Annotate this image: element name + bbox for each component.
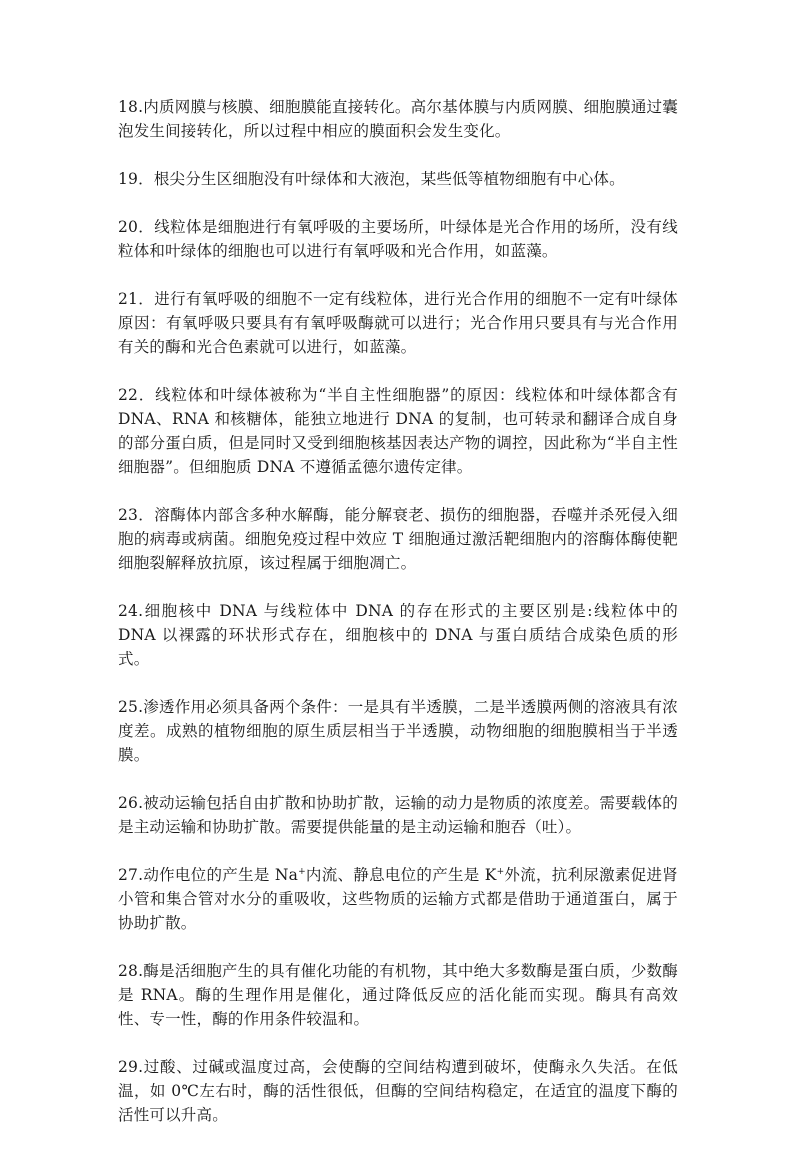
item-text: 线粒体和叶绿体被称为“半自主性细胞器”的原因：线粒体和叶绿体都含有 DNA、RNA 和核糖体，能独立地进行 DNA 的复制，也可转录和翻译合成自身的部分蛋白质，但是同时又受到细胞核基因表达产物的调控，因此称为“半自主性细胞器”。但细胞质 DNA 不遵循孟德尔遗传定律。	[118, 386, 678, 476]
item-text: 外流，抗利尿激素促进肾小管和集合管对水分的重吸收，这些物质的运输方式都是借助于通道蛋白，属于协助扩散。	[118, 866, 678, 932]
item-text: 线粒体是细胞进行有氧呼吸的主要场所，叶绿体是光合作用的场所，没有线粒体和叶绿体的细胞也可以进行有氧呼吸和光合作用，如蓝藻。	[118, 218, 678, 260]
item-text: 过酸、过碱或温度过高，会使酶的空间结构遭到破坏，使酶永久失活。在低温，如 0℃左右时，酶的活性很低，但酶的空间结构稳定，在适宜的温度下酶的活性可以升高。	[118, 1058, 678, 1124]
item-number: 20．	[118, 218, 155, 236]
superscript-plus: +	[298, 866, 306, 877]
item-text: 进行有氧呼吸的细胞不一定有线粒体，进行光合作用的细胞不一定有叶绿体原因：有氧呼吸只要具有有氧呼吸酶就可以进行；光合作用只要具有与光合作用有关的酶和光合色素就可以进行，如蓝藻。	[118, 290, 678, 356]
item-number: 18.	[118, 98, 144, 116]
item-20	[118, 215, 678, 263]
item-29	[118, 1055, 678, 1127]
item-number: 21．	[118, 290, 155, 308]
item-26	[118, 791, 678, 839]
item-18	[118, 95, 678, 143]
document-page	[118, 95, 678, 1151]
item-28	[118, 959, 678, 1031]
item-number: 29.	[118, 1058, 144, 1076]
item-text: 细胞核中 DNA 与线粒体中 DNA 的存在形式的主要区别是:线粒体中的 DNA 以裸露的环状形式存在，细胞核中的 DNA 与蛋白质结合成染色质的形式。	[118, 602, 678, 668]
item-text: 酶是活细胞产生的具有催化功能的有机物，其中绝大多数酶是蛋白质，少数酶是 RNA。酶的生理作用是催化，通过降低反应的活化能而实现。酶具有高效性、专一性，酶的作用条件较温和。	[118, 962, 678, 1028]
item-number: 23．	[118, 506, 155, 524]
item-text-pre: 动作电位的产生是 Na	[143, 866, 299, 884]
item-number: 28.	[118, 962, 144, 980]
item-24	[118, 599, 678, 671]
item-number: 26.	[118, 794, 144, 812]
item-23	[118, 503, 678, 575]
item-21	[118, 287, 678, 359]
item-19	[118, 167, 678, 191]
superscript-plus: +	[496, 866, 505, 877]
item-text: 溶酶体内部含多种水解酶，能分解衰老、损伤的细胞器，吞噬并杀死侵入细胞的病毒或病菌。细胞免疫过程中效应 T 细胞通过激活靶细胞内的溶酶体酶使靶细胞裂解释放抗原，该过程属于细胞凋亡。	[118, 506, 678, 572]
item-number: 24.	[118, 602, 144, 620]
item-number: 25.	[118, 698, 144, 716]
item-27	[118, 863, 678, 935]
item-25	[118, 695, 678, 767]
item-text: 内质网膜与核膜、细胞膜能直接转化。高尔基体膜与内质网膜、细胞膜通过囊泡发生间接转化，所以过程中相应的膜面积会发生变化。	[118, 98, 678, 140]
item-number: 19．	[118, 170, 154, 188]
item-22	[118, 383, 678, 479]
item-text: 根尖分生区细胞没有叶绿体和大液泡，某些低等植物细胞有中心体。	[153, 170, 625, 188]
item-text-mid: 内流、静息电位的产生是 K	[305, 866, 497, 884]
item-text: 渗透作用必须具备两个条件：一是具有半透膜，二是半透膜两侧的溶液具有浓度差。成熟的植物细胞的原生质层相当于半透膜，动物细胞的细胞膜相当于半透膜。	[118, 698, 678, 764]
item-text: 被动运输包括自由扩散和协助扩散，运输的动力是物质的浓度差。需要载体的是主动运输和协助扩散。需要提供能量的是主动运输和胞吞（吐）。	[118, 794, 678, 836]
item-number: 22．	[118, 386, 156, 404]
item-number: 27.	[118, 866, 144, 884]
